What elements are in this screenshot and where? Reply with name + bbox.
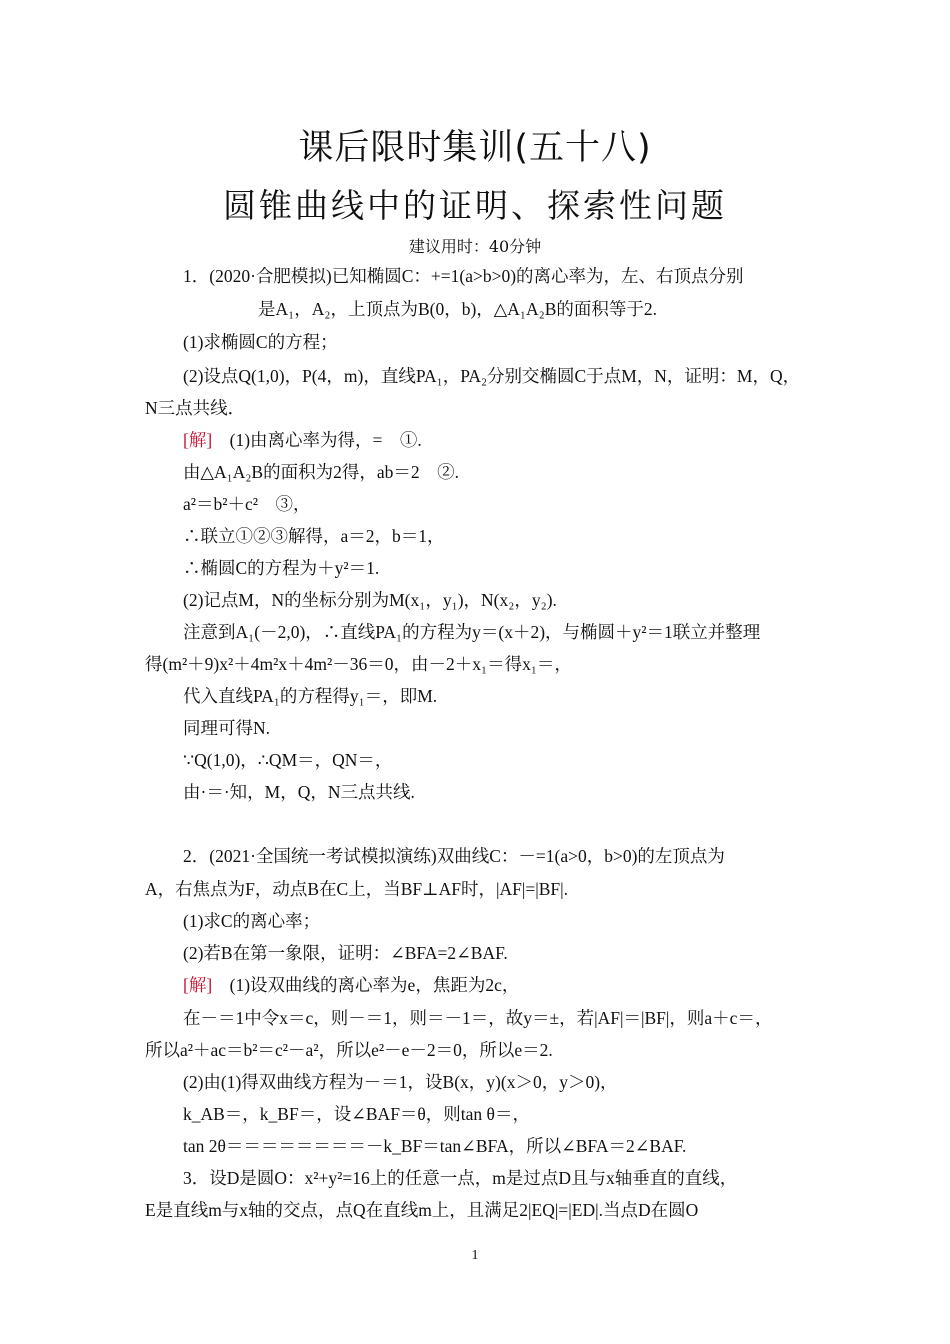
problem-1-line-2: 是A₁，A₂，上顶点为B(0，b)，△A₁A₂B的面积等于2. bbox=[258, 299, 658, 319]
solution-1-line-10: 同理可得N. bbox=[183, 718, 271, 738]
page-subtitle: 圆锥曲线中的证明、探索性问题 bbox=[223, 186, 727, 225]
problem-1-part-2: (2)设点Q(1,0)，P(4，m)，直线PA₁，PA₂分别交椭圆C于点M，N，证明：M，Q， bbox=[183, 366, 801, 386]
problem-2-line-1: 2．(2021·全国统一考试模拟演练)双曲线C：－=1(a>0，b>0)的左顶点为 bbox=[183, 846, 725, 866]
suggested-time: 建议用时：40分钟 bbox=[408, 237, 542, 256]
solution-2-line-2: 在－＝1中令x＝c，则－＝1，则＝－1＝，故y＝±，若|AF|＝|BF|，则a＋c＝， bbox=[183, 1008, 773, 1028]
solution-1-line-3: a²＝b²＋c² ③， bbox=[183, 494, 311, 514]
solution-1-line-5: ∴椭圆C的方程为＋y²＝1. bbox=[183, 558, 380, 578]
solution-2-line-4: (2)由(1)得双曲线方程为－＝1，设B(x，y)(x＞0，y＞0)， bbox=[183, 1072, 618, 1092]
problem-1-part-1: (1)求椭圆C的方程； bbox=[183, 332, 338, 352]
problem-1-part-2-cont: N三点共线． bbox=[145, 398, 246, 418]
solution-1-line-1 bbox=[183, 428, 848, 452]
solution-text: (1)设双曲线的离心率为e，焦距为2c， bbox=[229, 975, 520, 995]
problem-2-line-2: A，右焦点为F，动点B在C上，当BF⊥AF时，|AF|=|BF|. bbox=[145, 879, 568, 899]
solution-1-line-12: 由·＝·知，M，Q，N三点共线. bbox=[183, 782, 415, 802]
solution-text: (1)由离心率为得，= ①. bbox=[229, 430, 422, 450]
solution-1-line-7: 注意到A₁(－2,0)，∴直线PA₁的方程为y＝(x＋2)，与椭圆＋y²＝1联立并整理 bbox=[183, 622, 761, 642]
page-number: 1 bbox=[471, 1248, 479, 1263]
solution-1-line-11: ∵Q(1,0)，∴QM＝，QN＝， bbox=[183, 750, 393, 770]
solution-label: [解] bbox=[183, 975, 213, 995]
problem-1-line-1: 1．(2020·合肥模拟)已知椭圆C：+=1(a>b>0)的离心率为，左、右顶点分别 bbox=[183, 266, 744, 286]
page-title: 课后限时集训(五十八) bbox=[298, 128, 652, 168]
solution-label: [解] bbox=[183, 430, 213, 450]
solution-1-line-9: 代入直线PA₁的方程得y₁＝，即M. bbox=[183, 686, 438, 706]
solution-1-line-6: (2)记点M，N的坐标分别为M(x₁，y₁)，N(x₂，y₂). bbox=[183, 590, 557, 610]
solution-1-line-4: ∴联立①②③解得，a＝2，b＝1， bbox=[183, 526, 445, 546]
solution-1-line-2: 由△A₁A₂B的面积为2得，ab＝2 ②. bbox=[183, 462, 460, 482]
problem-2-part-1: (1)求C的离心率； bbox=[183, 911, 321, 931]
solution-2-line-6: tan 2θ＝＝＝＝＝＝＝＝－k_BF＝tan∠BFA，所以∠BFA＝2∠BAF. bbox=[183, 1136, 687, 1156]
problem-3-line-2: E是直线m与x轴的交点，点Q在直线m上，且满足2|EQ|=|ED|.当点D在圆O bbox=[145, 1200, 699, 1220]
solution-1-line-8: 得(m²＋9)x²＋4m²x＋4m²－36＝0，由－2＋x₁＝得x₁＝， bbox=[145, 654, 572, 674]
solution-2-line-5: k_AB＝，k_BF＝，设∠BAF＝θ，则tan θ＝， bbox=[183, 1104, 530, 1124]
problem-2-part-2: (2)若B在第一象限，证明：∠BFA=2∠BAF. bbox=[183, 943, 508, 963]
solution-2-line-3: 所以a²＋ac＝b²＝c²－a²，所以e²－e－2＝0，所以e＝2. bbox=[145, 1040, 553, 1060]
solution-2-line-1 bbox=[183, 973, 848, 997]
problem-3-line-1: 3．设D是圆O：x²+y²=16上的任意一点，m是过点D且与x轴垂直的直线， bbox=[183, 1168, 738, 1188]
